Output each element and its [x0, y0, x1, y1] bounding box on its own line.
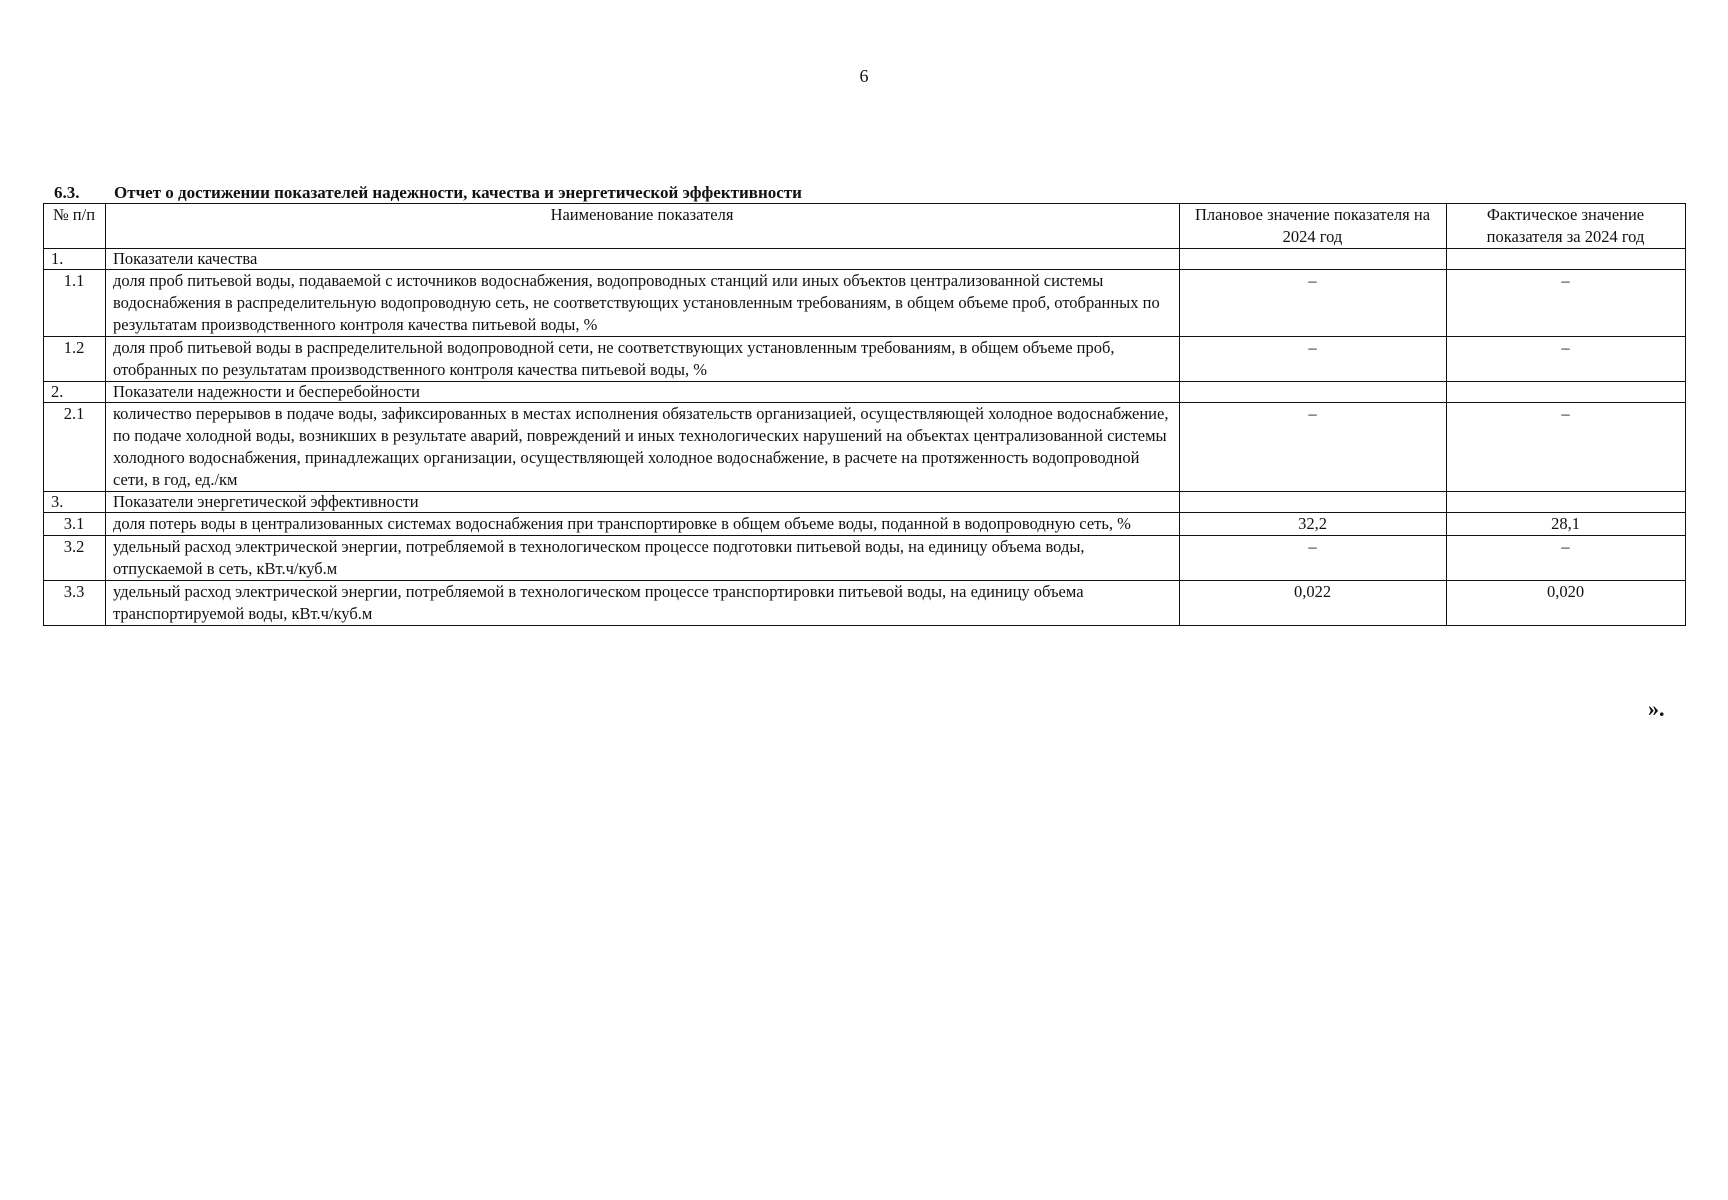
closing-quote-mark: ». [1648, 696, 1665, 721]
table-row [44, 492, 1686, 513]
row-name: доля потерь воды в централизованных системах водоснабжения при транспортировке в общем объеме воды, поданной в водопроводную сеть, % [106, 513, 1180, 536]
table-row [44, 536, 1686, 581]
row-num: 1. [44, 249, 106, 270]
table-row [44, 513, 1686, 536]
row-name: количество перерывов в подаче воды, зафиксированных в местах исполнения обязательств организацией, осуществляющей холодное водоснабжение, по подаче холодной воды, возникших в результате аварий, повреждений и иных технологических нарушений на объектах централизованной системы холодного водоснабжения, принадлежащих организации, осуществляющей холодное водоснабжение, в расчете на протяженность водопроводной сети, в год, ед./км [106, 403, 1180, 492]
table-row [44, 382, 1686, 403]
row-plan [1180, 249, 1447, 270]
row-fact: – [1447, 403, 1686, 492]
row-fact: – [1447, 536, 1686, 581]
row-num: 3.3 [44, 581, 106, 626]
row-name: удельный расход электрической энергии, потребляемой в технологическом процессе подготовки питьевой воды, на единицу объема воды, отпускаемой в сеть, кВт.ч/куб.м [106, 536, 1180, 581]
row-fact [1447, 492, 1686, 513]
table-row [44, 403, 1686, 492]
row-name: доля проб питьевой воды в распределительной водопроводной сети, не соответствующих установленным требованиям, в общем объеме проб, отобранных по результатам производственного контроля качества питьевой воды, % [106, 337, 1180, 382]
row-plan: – [1180, 270, 1447, 337]
table-row [44, 270, 1686, 337]
table-row [44, 337, 1686, 382]
table-header-row [44, 204, 1686, 249]
row-fact: – [1447, 270, 1686, 337]
row-num: 3. [44, 492, 106, 513]
row-fact [1447, 382, 1686, 403]
header-fact: Фактическое значение показателя за 2024 год [1447, 204, 1686, 249]
page-number: 6 [859, 66, 869, 86]
row-name: удельный расход электрической энергии, потребляемой в технологическом процессе транспортировки питьевой воды, на единицу объема транспортируемой воды, кВт.ч/куб.м [106, 581, 1180, 626]
row-plan: 0,022 [1180, 581, 1447, 626]
row-plan: – [1180, 536, 1447, 581]
table-row [44, 249, 1686, 270]
section-title: Отчет о достижении показателей надежности, качества и энергетической эффективности [114, 183, 802, 202]
row-num: 3.1 [44, 513, 106, 536]
row-num: 1.2 [44, 337, 106, 382]
indicators-table [43, 203, 1686, 626]
row-num: 2.1 [44, 403, 106, 492]
indicators-table-wrapper [43, 203, 1685, 626]
row-fact: – [1447, 337, 1686, 382]
row-plan: 32,2 [1180, 513, 1447, 536]
row-num: 1.1 [44, 270, 106, 337]
row-name: доля проб питьевой воды, подаваемой с источников водоснабжения, водопроводных станций или иных объектов централизованной системы водоснабжения в распределительную водопроводную сеть, не соответствующих установленным требованиям, в общем объеме проб, отобранных по результатам производственного контроля качества питьевой воды, % [106, 270, 1180, 337]
row-fact: 0,020 [1447, 581, 1686, 626]
row-plan [1180, 382, 1447, 403]
header-plan: Плановое значение показателя на 2024 год [1180, 204, 1447, 249]
row-plan [1180, 492, 1447, 513]
row-num: 2. [44, 382, 106, 403]
header-name: Наименование показателя [106, 204, 1180, 249]
section-heading [54, 183, 802, 203]
section-number: 6.3. [54, 183, 80, 202]
table-row [44, 581, 1686, 626]
row-name: Показатели надежности и бесперебойности [106, 382, 1180, 403]
header-num: № п/п [44, 204, 106, 249]
row-name: Показатели энергетической эффективности [106, 492, 1180, 513]
row-fact [1447, 249, 1686, 270]
row-num: 3.2 [44, 536, 106, 581]
row-plan: – [1180, 337, 1447, 382]
row-fact: 28,1 [1447, 513, 1686, 536]
row-plan: – [1180, 403, 1447, 492]
row-name: Показатели качества [106, 249, 1180, 270]
